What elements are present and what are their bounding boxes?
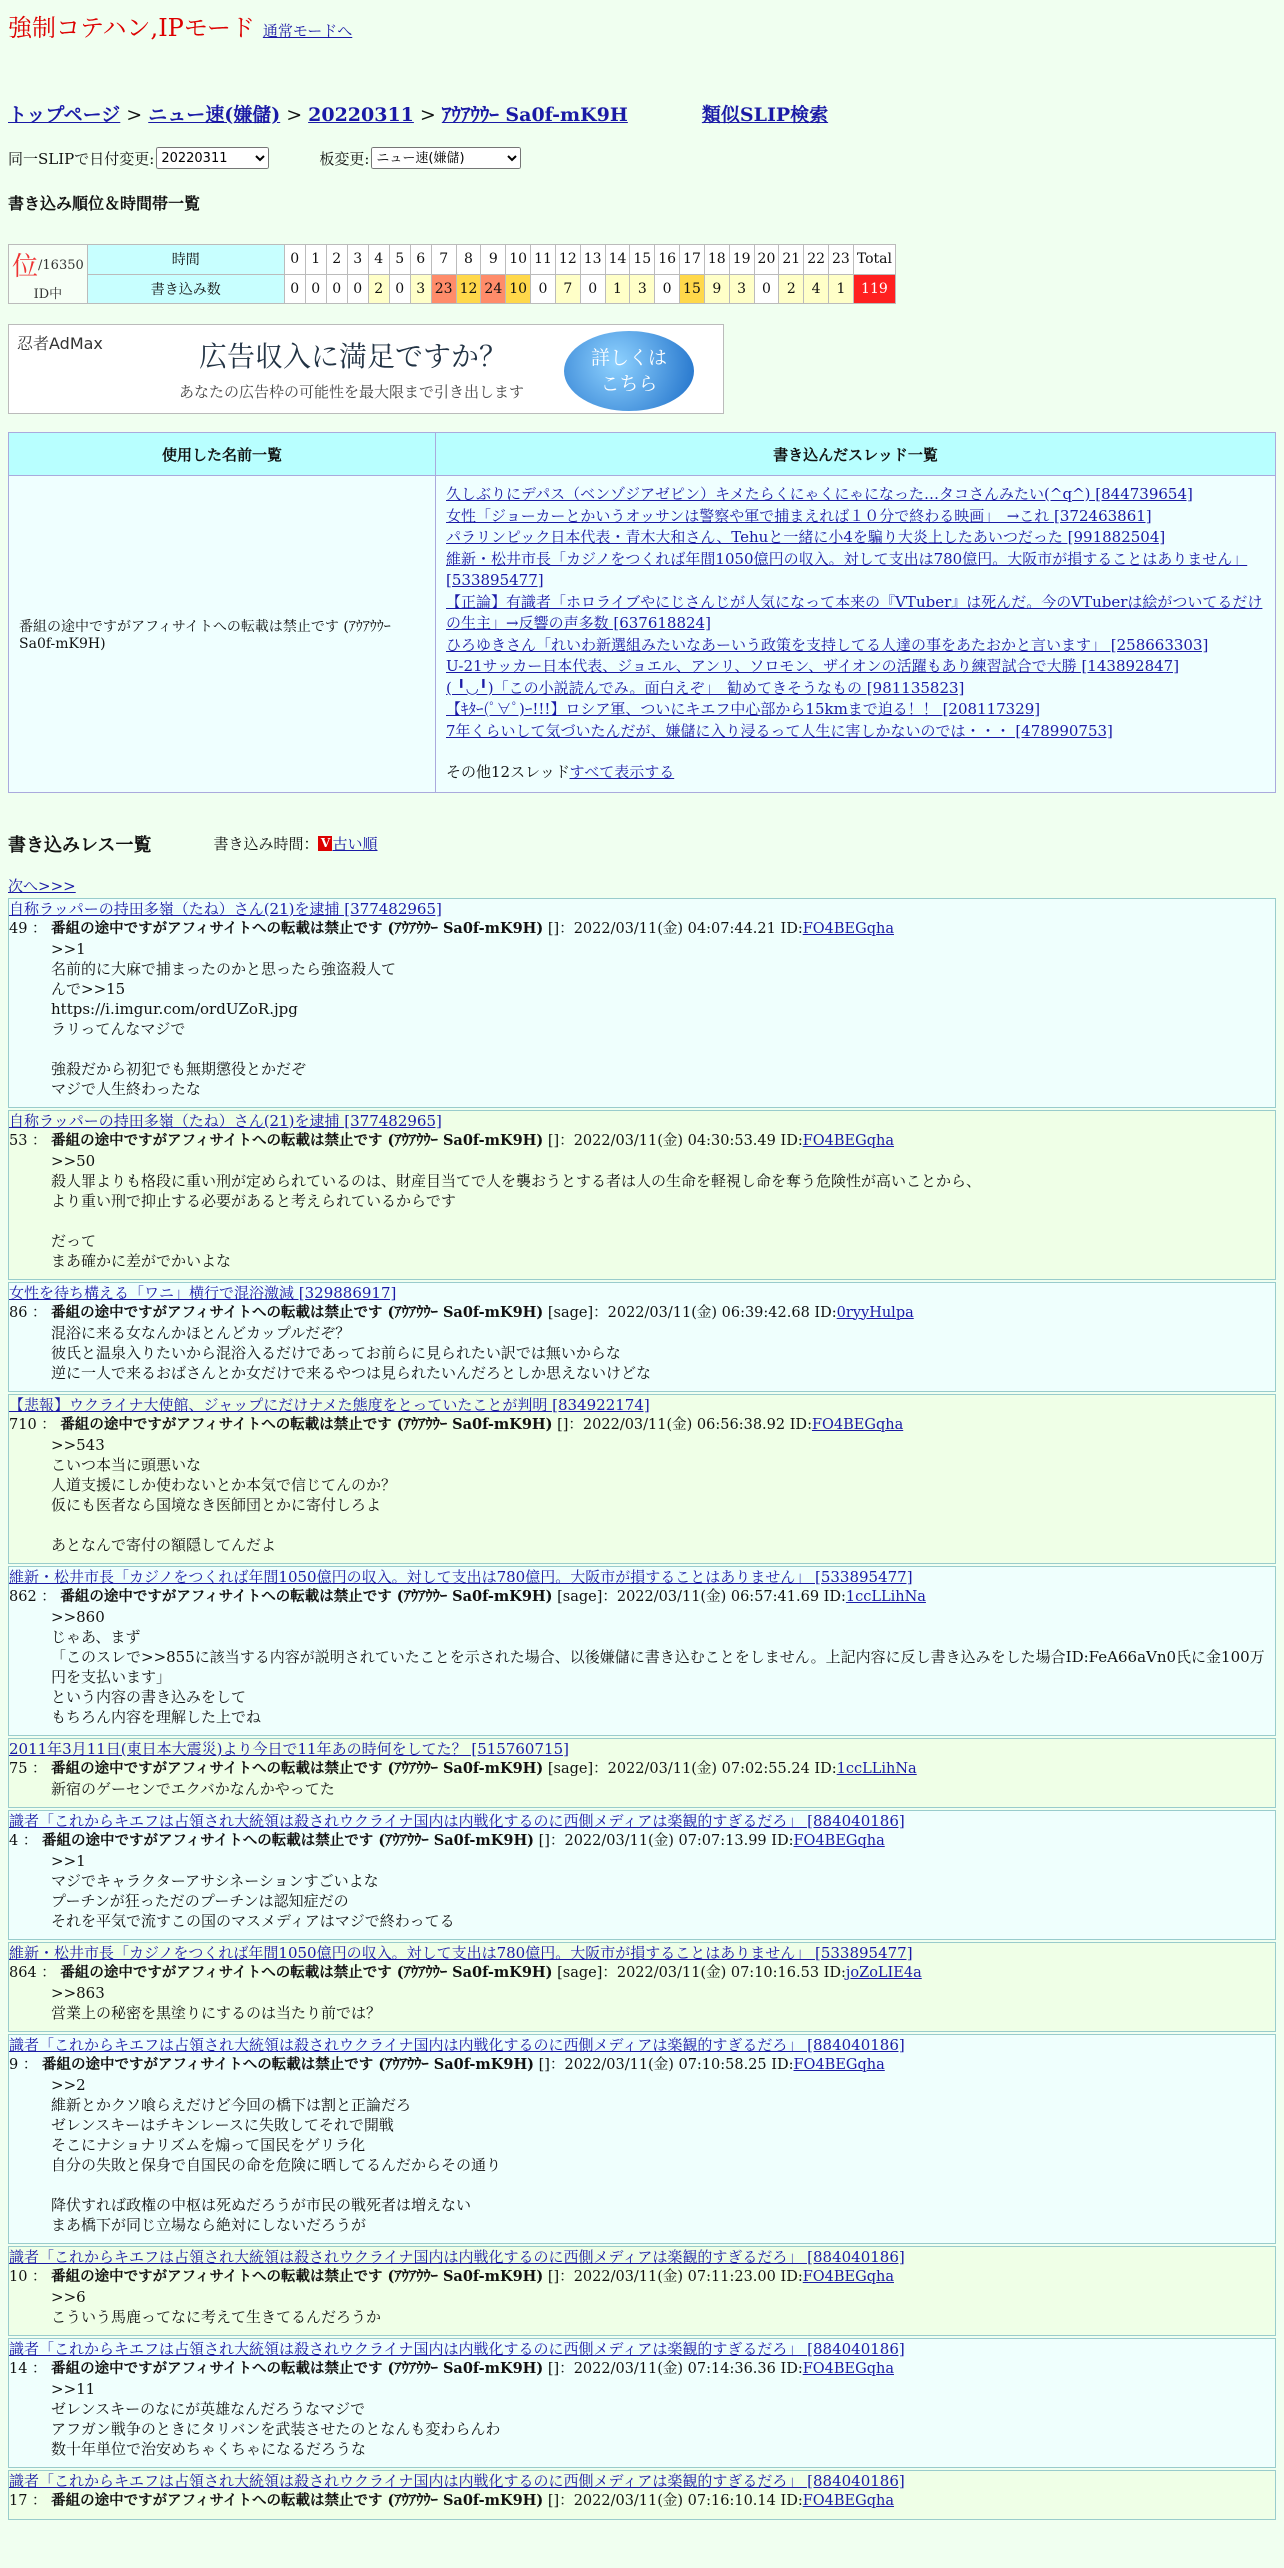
post-body: >>1 名前的に大麻で捕まったのかと思ったら強盗殺人て んで>>15 https://i.imgur.com/ordUZoR.jpg ラリってんなマジで 強殺だから初犯でも無期懲役とかだぞ マジで人生終わったな bbox=[51, 939, 397, 1098]
post-author: 番組の途中ですがアフィサイトへの転載は禁止です (ｱｳｱｳｳｰ Sa0f-mK9H) bbox=[51, 2491, 544, 2509]
post-number: 86 bbox=[9, 1304, 28, 1321]
ad-button-line2: こちら bbox=[600, 373, 658, 395]
hours-row-label: 時間 bbox=[87, 245, 284, 275]
count-cell: 3 bbox=[410, 274, 431, 304]
post-id-link[interactable]: FO4BEGqha bbox=[811, 1416, 904, 1433]
thread-list-item bbox=[446, 678, 1265, 700]
hour-cell: 21 bbox=[779, 245, 804, 275]
post-body: >>2 維新とかクソ喰らえだけど今回の橋下は割と正論だろ ゼレンスキーはチキンレースに失敗してそれで開戦 そこにナショナリズムを煽って国民をゲリラ化 自分の失敗と保身で自国民の命を危険に晒してるんだからその通り 降伏すれば政権の中枢は死ぬだろうが市民の戦死者は増えない まあ橋下が同じ立場なら絶対にしないだろうが bbox=[51, 2075, 502, 2234]
breadcrumb-board[interactable]: ニュー速(嫌儲) bbox=[148, 104, 281, 126]
count-cell: 10 bbox=[506, 274, 531, 304]
rank-char: 位 bbox=[12, 252, 39, 282]
count-cell: 0 bbox=[531, 274, 556, 304]
post-id-link[interactable]: 1ccLLihNa bbox=[836, 1760, 917, 1777]
ad-logo: 忍者AdMax bbox=[17, 334, 103, 353]
thread-list-item bbox=[446, 656, 1265, 678]
post-date: 2022/03/11(金) 07:16:10.14 ID: bbox=[573, 2492, 803, 2509]
post-author: 番組の途中ですがアフィサイトへの転載は禁止です (ｱｳｱｳｳｰ Sa0f-mK9H) bbox=[41, 1831, 535, 1849]
count-cell: 0 bbox=[655, 274, 680, 304]
post-mail: [sage] bbox=[547, 1760, 594, 1777]
hour-cell: 20 bbox=[754, 245, 779, 275]
names-column-header: 使用した名前一覧 bbox=[9, 433, 436, 476]
post bbox=[8, 1566, 1276, 1736]
sort-oldest-link[interactable]: 古い順 bbox=[332, 835, 378, 853]
post-date: 2022/03/11(金) 07:02:55.24 ID: bbox=[607, 1760, 837, 1777]
post bbox=[8, 2470, 1276, 2520]
post-mail: [] bbox=[557, 1416, 569, 1433]
post-number: 49 bbox=[9, 920, 28, 937]
count-cell: 15 bbox=[680, 274, 705, 304]
post bbox=[8, 2246, 1276, 2336]
thread-link[interactable]: ( ╹◡╹)「この小説読んでみ。面白えぞ」 勧めてきそうなもの [981135823] bbox=[446, 678, 965, 697]
post-number: 862 bbox=[9, 1588, 37, 1605]
ad-details-button[interactable] bbox=[564, 331, 694, 411]
thread-link[interactable]: 7年くらいして気づいたんだが、嫌儲に入り浸るって人生に害しかないのでは・・・ [478990753] bbox=[446, 721, 1113, 740]
hour-cell: 14 bbox=[605, 245, 630, 275]
ad-button-line1: 詳しくは bbox=[590, 347, 667, 369]
post-number: 75 bbox=[9, 1760, 28, 1777]
thread-list-item bbox=[446, 527, 1265, 549]
post bbox=[8, 1110, 1276, 1280]
post-header: 4 ： 番組の途中ですがアフィサイトへの転載は禁止です (ｱｳｱｳｳｰ Sa0f-mK9H) []：2022/03/11(金) 07:07:13.99 ID:FO4BEGqha bbox=[9, 1831, 885, 1849]
hour-cell: 22 bbox=[804, 245, 829, 275]
breadcrumb-date[interactable]: 20220311 bbox=[308, 104, 414, 126]
post-thread-link[interactable]: 識者「これからキエフは占領され大統領は殺されウクライナ国内は内戦化するのに西側メディアは楽観的すぎるだろ」 [884040186] bbox=[9, 2247, 905, 2266]
hour-cell: 2 bbox=[326, 245, 347, 275]
show-all-threads-link[interactable]: すべて表示する bbox=[569, 763, 675, 781]
post bbox=[8, 2338, 1276, 2468]
post-header: 17 ： 番組の途中ですがアフィサイトへの転載は禁止です (ｱｳｱｳｳｰ Sa0f-mK9H) []：2022/03/11(金) 07:16:10.14 ID:FO4BEGqha bbox=[9, 2491, 894, 2509]
post-header: 9 ： 番組の途中ですがアフィサイトへの転載は禁止です (ｱｳｱｳｳｰ Sa0f-mK9H) []：2022/03/11(金) 07:10:58.25 ID:FO4BEGqha bbox=[9, 2055, 885, 2073]
count-cell: 0 bbox=[284, 274, 305, 304]
board-select-label: 板変更: bbox=[319, 149, 370, 168]
count-cell: 12 bbox=[456, 274, 481, 304]
mode-bar bbox=[8, 8, 1276, 48]
count-cell: 9 bbox=[704, 274, 729, 304]
posts-list bbox=[8, 898, 1276, 2520]
post-author: 番組の途中ですがアフィサイトへの転載は禁止です (ｱｳｱｳｳｰ Sa0f-mK9H) bbox=[60, 1415, 553, 1433]
count-cell: 0 bbox=[347, 274, 368, 304]
count-cell: 0 bbox=[305, 274, 326, 304]
post-header: 53 ： 番組の途中ですがアフィサイトへの転載は禁止です (ｱｳｱｳｳｰ Sa0f-mK9H) []：2022/03/11(金) 04:30:53.49 ID:FO4BEGqha bbox=[9, 1131, 894, 1149]
post bbox=[8, 1810, 1276, 1940]
post bbox=[8, 1394, 1276, 1564]
post-body: >>11 ゼレンスキーのなにが英雄なんだろうなマジで アフガン戦争のときにタリバンを武装させたのとなんも変わらんわ 数十年単位で治安めちゃくちゃになるだろうな bbox=[51, 2379, 501, 2458]
date-select-label: 同一SLIPで日付変更: bbox=[8, 149, 155, 168]
post bbox=[8, 1282, 1276, 1392]
post-mail: [] bbox=[547, 1132, 560, 1149]
ranking-heading: 書き込み順位＆時間帯一覧 bbox=[8, 194, 201, 213]
date-select[interactable] bbox=[156, 147, 269, 169]
threads-column-header: 書き込んだスレッド一覧 bbox=[436, 433, 1276, 476]
post-number: 17 bbox=[9, 2492, 28, 2509]
post-thread-link[interactable]: 識者「これからキエフは占領され大統領は殺されウクライナ国内は内戦化するのに西側メディアは楽観的すぎるだろ」 [884040186] bbox=[9, 2339, 905, 2358]
post-mail: [] bbox=[547, 2492, 560, 2509]
breadcrumb-slip[interactable]: ｱｳｱｳｳｰ Sa0f-mK9H bbox=[441, 104, 628, 126]
similar-slip-search-link[interactable]: 類似SLIP検索 bbox=[701, 104, 829, 126]
hour-cell: 8 bbox=[456, 245, 481, 275]
mode-title: 強制コテハン,IPモード bbox=[8, 14, 255, 42]
post-thread-link[interactable]: 女性を待ち構える「ワニ」横行で混浴激減 [329886917] bbox=[9, 1283, 397, 1302]
post-id-link[interactable]: joZoLIE4a bbox=[845, 1964, 922, 1981]
count-cell: 0 bbox=[754, 274, 779, 304]
post-author: 番組の途中ですがアフィサイトへの転載は禁止です (ｱｳｱｳｳｰ Sa0f-mK9H) bbox=[60, 1587, 553, 1605]
post-mail: [sage] bbox=[547, 1304, 594, 1321]
time-order-label: 書き込み時間： bbox=[213, 835, 319, 853]
count-cell: 0 bbox=[580, 274, 605, 304]
hour-cell: 18 bbox=[704, 245, 729, 275]
count-cell: 23 bbox=[431, 274, 456, 304]
thread-list-cell bbox=[436, 476, 1276, 793]
hour-cell: Total bbox=[853, 245, 895, 275]
post-thread-link[interactable]: 維新・松井市長「カジノをつくれば年間1050億円の収入。対して支出は780億円。大阪市が損することはありません」 [533895477] bbox=[9, 1943, 913, 1962]
hour-cell: 4 bbox=[368, 245, 389, 275]
count-cell: 0 bbox=[326, 274, 347, 304]
posts-title: 書き込みレス一覧 bbox=[8, 834, 152, 856]
post-author: 番組の途中ですがアフィサイトへの転載は禁止です (ｱｳｱｳｳｰ Sa0f-mK9H) bbox=[60, 1963, 553, 1981]
hour-cell: 19 bbox=[729, 245, 754, 275]
post-id-link[interactable]: FO4BEGqha bbox=[793, 1832, 885, 1849]
count-cell: 4 bbox=[804, 274, 829, 304]
post-date: 2022/03/11(金) 04:07:44.21 ID: bbox=[573, 920, 803, 937]
more-threads bbox=[446, 762, 1265, 784]
post-date: 2022/03/11(金) 07:10:16.53 ID: bbox=[616, 1964, 846, 1981]
post-mail: [sage] bbox=[557, 1588, 603, 1605]
post-body: 混浴に来る女なんかほとんどカップルだぞ？ 彼氏と温泉入りたいから混浴入るだけであってお前らに見られたい訳では無いからな 逆に一人で来るおばさんとか女だけで来るやつは見られたいんだろとしか思えないけどな bbox=[51, 1323, 652, 1382]
post-author: 番組の途中ですがアフィサイトへの転載は禁止です (ｱｳｱｳｳｰ Sa0f-mK9H) bbox=[41, 2055, 535, 2073]
select-row bbox=[8, 147, 1276, 169]
post-number: 53 bbox=[9, 1132, 28, 1149]
count-cell: 24 bbox=[481, 274, 506, 304]
post-body: >>50 殺人罪よりも格段に重い刑が定められているのは、財産目当てで人を襲おうとする者は人の生命を軽視し命を奪う危険性が高いことから、 より重い刑で抑止する必要があると考えられているからです だって まあ確かに差がでかいよな bbox=[51, 1151, 982, 1270]
post-body: >>543 こいつ本当に頭悪いな 人道支援にしか使わないとか本気で信じてんのか？ 仮にも医者なら国境なき医師団とかに寄付しろよ あとなんで寄付の額隠してんだよ bbox=[51, 1435, 397, 1554]
hour-cell: 17 bbox=[680, 245, 705, 275]
names-threads-table bbox=[8, 432, 1276, 793]
post-header: 75 ： 番組の途中ですがアフィサイトへの転載は禁止です (ｱｳｱｳｳｰ Sa0f-mK9H) [sage]：2022/03/11(金) 07:02:55.24 ID:1ccLLihNa bbox=[9, 1759, 917, 1777]
post-mail: [] bbox=[547, 920, 560, 937]
hour-cell: 23 bbox=[829, 245, 854, 275]
post-author: 番組の途中ですがアフィサイトへの転載は禁止です (ｱｳｱｳｳｰ Sa0f-mK9H) bbox=[51, 1759, 544, 1777]
post-date: 2022/03/11(金) 07:14:36.36 ID: bbox=[573, 2360, 803, 2377]
post-body: >>860 じゃあ、まず 「このスレで>>855に該当する内容が説明されていたことを示された場合、以後嫌儲に書き込むことをしません。上記内容に反し書き込みをした場合ID:FeA66aVn0氏に金100万円を支払います」 という内容の書き込みをして もちろん内容を理解した上でね bbox=[51, 1607, 1265, 1726]
post-header: 49 ： 番組の途中ですがアフィサイトへの転載は禁止です (ｱｳｱｳｳｰ Sa0f-mK9H) []：2022/03/11(金) 04:07:44.21 ID:FO4BEGqha bbox=[9, 919, 894, 937]
thread-link[interactable]: 【ｷﾀｰ(ﾟ∀ﾟ)ｰ!!!】ロシア軍、ついにキエフ中心部から15kmまで迫る！！ [208117329] bbox=[446, 700, 1041, 718]
counts-row-label: 書き込み数 bbox=[87, 274, 284, 304]
post-header: 86 ： 番組の途中ですがアフィサイトへの転載は禁止です (ｱｳｱｳｳｰ Sa0f-mK9H) [sage]：2022/03/11(金) 06:39:42.68 ID:0ryyHulpa bbox=[9, 1303, 914, 1321]
breadcrumb-sep: > bbox=[419, 104, 436, 126]
thread-list bbox=[446, 484, 1265, 742]
post-id-link[interactable]: 0ryyHulpa bbox=[836, 1304, 914, 1321]
hour-cell: 3 bbox=[347, 245, 368, 275]
hour-cell: 12 bbox=[555, 245, 580, 275]
hour-cell: 1 bbox=[305, 245, 326, 275]
post bbox=[8, 1942, 1276, 2032]
thread-link[interactable]: ひろゆきさん「れいわ新選組みたいなあーいう政策を支持してる人達の事をあたおかと言います」 [258663303] bbox=[446, 635, 1209, 654]
count-cell: 3 bbox=[630, 274, 655, 304]
post-author: 番組の途中ですがアフィサイトへの転載は禁止です (ｱｳｱｳｳｰ Sa0f-mK9H) bbox=[51, 2267, 544, 2285]
post-thread-link[interactable]: 維新・松井市長「カジノをつくれば年間1050億円の収入。対して支出は780億円。大阪市が損することはありません」 [533895477] bbox=[9, 1567, 913, 1586]
ad-subline: あなたの広告枠の可能性を最大限まで引き出します bbox=[179, 383, 525, 401]
count-cell: 1 bbox=[829, 274, 854, 304]
thread-list-item bbox=[446, 549, 1265, 592]
post-id-link[interactable]: FO4BEGqha bbox=[802, 2268, 894, 2285]
post-id-link[interactable]: FO4BEGqha bbox=[793, 2056, 885, 2073]
post-date: 2022/03/11(金) 07:11:23.00 ID: bbox=[573, 2268, 803, 2285]
post-body: >>1 マジでキャラクターアサシネーションすごいよな プーチンが狂っただのプーチンは認知症だの それを平気で流すこの国のマスメディアはマジで終わってる bbox=[51, 1851, 455, 1930]
post-date: 2022/03/11(金) 06:56:38.92 ID: bbox=[582, 1416, 812, 1433]
thread-link[interactable]: U-21サッカー日本代表、ジョエル、アンリ、ソロモン、ザイオンの活躍もあり練習試合で大勝 [143892847] bbox=[446, 657, 1180, 675]
thread-link[interactable]: 女性「ジョーカーとかいうオッサンは警察や軍で捕まえれば１０分で終わる映画」 →これ [372463861] bbox=[446, 506, 1152, 525]
post-thread-link[interactable]: 【悲報】ウクライナ大使館、ジャップにだけナメた態度をとっていたことが判明 [834922174] bbox=[9, 1395, 650, 1414]
breadcrumb bbox=[8, 100, 1276, 127]
post-thread-link[interactable]: 自称ラッパーの持田多嶺（たね）さん(21)を逮捕 [377482965] bbox=[9, 899, 442, 918]
post-date: 2022/03/11(金) 06:39:42.68 ID: bbox=[607, 1304, 837, 1321]
ad-headline: 広告収入に満足ですか？ bbox=[199, 340, 508, 373]
hour-cell: 15 bbox=[630, 245, 655, 275]
sort-order-icon[interactable]: V bbox=[318, 836, 332, 851]
post-header: 864 ： 番組の途中ですがアフィサイトへの転載は禁止です (ｱｳｱｳｳｰ Sa0f-mK9H) [sage]：2022/03/11(金) 07:10:16.53 ID:joZoLIE4a bbox=[9, 1963, 922, 1981]
post-number: 14 bbox=[9, 2360, 28, 2377]
post-number: 864 bbox=[9, 1964, 37, 1981]
post-mail: [] bbox=[538, 2056, 550, 2073]
thread-list-item bbox=[446, 506, 1265, 528]
post-number: 4 bbox=[9, 1832, 19, 1849]
post-date: 2022/03/11(金) 04:30:53.49 ID: bbox=[573, 1132, 803, 1149]
thread-list-item bbox=[446, 635, 1265, 657]
post bbox=[8, 898, 1276, 1108]
hour-cell: 10 bbox=[506, 245, 531, 275]
hour-cell: 9 bbox=[481, 245, 506, 275]
count-cell: 3 bbox=[729, 274, 754, 304]
post-body: >>863 営業上の秘密を黒塗りにするのは当たり前では？ bbox=[51, 1983, 382, 2022]
hourly-table bbox=[8, 244, 896, 304]
post bbox=[8, 1738, 1276, 1808]
post-id-link[interactable]: FO4BEGqha bbox=[802, 1132, 894, 1149]
hour-cell: 0 bbox=[284, 245, 305, 275]
post bbox=[8, 2034, 1276, 2244]
count-cell: 2 bbox=[779, 274, 804, 304]
thread-link[interactable]: 維新・松井市長「カジノをつくれば年間1050億円の収入。対して支出は780億円。大阪市が損することはありません」 [533895477] bbox=[446, 549, 1248, 589]
more-threads-text: その他12スレッド bbox=[446, 763, 570, 781]
count-cell: 2 bbox=[368, 274, 389, 304]
post-date: 2022/03/11(金) 06:57:41.69 ID: bbox=[616, 1588, 846, 1605]
breadcrumb-top[interactable]: トップページ bbox=[8, 104, 121, 126]
post-date: 2022/03/11(金) 07:07:13.99 ID: bbox=[564, 1832, 794, 1849]
board-select[interactable] bbox=[371, 147, 521, 169]
post-thread-link[interactable]: 識者「これからキエフは占領され大統領は殺されウクライナ国内は内戦化するのに西側メディアは楽観的すぎるだろ」 [884040186] bbox=[9, 1811, 905, 1830]
post-header: 10 ： 番組の途中ですがアフィサイトへの転載は禁止です (ｱｳｱｳｳｰ Sa0f-mK9H) []：2022/03/11(金) 07:11:23.00 ID:FO4BEGqha bbox=[9, 2267, 894, 2285]
hour-cell: 7 bbox=[431, 245, 456, 275]
thread-list-item bbox=[446, 592, 1265, 635]
post-header: 710 ： 番組の途中ですがアフィサイトへの転載は禁止です (ｱｳｱｳｳｰ Sa0f-mK9H) []：2022/03/11(金) 06:56:38.92 ID:FO4BEGqha bbox=[9, 1415, 904, 1433]
post-id-link[interactable]: FO4BEGqha bbox=[802, 2360, 894, 2377]
post-header: 14 ： 番組の途中ですがアフィサイトへの転載は禁止です (ｱｳｱｳｳｰ Sa0f-mK9H) []：2022/03/11(金) 07:14:36.36 ID:FO4BEGqha bbox=[9, 2359, 894, 2377]
thread-link[interactable]: 【正論】有識者「ホロライブやにじさんじが人気になって本来の『VTuber』は死んだ。今のVTuberは絵がついてるだけの生主」→反響の声多数 [637618824] bbox=[446, 592, 1263, 632]
post-date: 2022/03/11(金) 07:10:58.25 ID: bbox=[564, 2056, 794, 2073]
used-name: 番組の途中ですがアフィサイトへの転載は禁止です (ｱｳｱｳｳｰ Sa0f-mK9H) bbox=[9, 476, 436, 793]
post-number: 9 bbox=[9, 2056, 19, 2073]
post-author: 番組の途中ですがアフィサイトへの転載は禁止です (ｱｳｱｳｳｰ Sa0f-mK9H) bbox=[51, 919, 544, 937]
hour-cell: 16 bbox=[655, 245, 680, 275]
post-body: 新宿のゲーセンでエクバかなんかやってた bbox=[51, 1779, 335, 1798]
count-cell: 0 bbox=[389, 274, 410, 304]
thread-list-item bbox=[446, 484, 1265, 506]
post-id-link[interactable]: FO4BEGqha bbox=[802, 2492, 894, 2509]
count-cell: 119 bbox=[853, 274, 895, 304]
rank-cell bbox=[9, 245, 88, 304]
thread-link[interactable]: 久しぶりにデパス（ベンゾジアゼピン）キメたらくにゃくにゃになった…タコさんみたい(^q^) [844739654] bbox=[446, 485, 1193, 503]
breadcrumb-sep: > bbox=[126, 104, 143, 126]
post-header: 862 ： 番組の途中ですがアフィサイトへの転載は禁止です (ｱｳｱｳｳｰ Sa0f-mK9H) [sage]：2022/03/11(金) 06:57:41.69 ID:1ccLLihNa bbox=[9, 1587, 926, 1605]
post-thread-link[interactable]: 識者「これからキエフは占領され大統領は殺されウクライナ国内は内戦化するのに西側メディアは楽観的すぎるだろ」 [884040186] bbox=[9, 2471, 905, 2490]
next-page-link[interactable]: 次へ>>> bbox=[8, 876, 76, 895]
breadcrumb-sep: > bbox=[286, 104, 303, 126]
post-mail: [] bbox=[547, 2360, 560, 2377]
hour-cell: 13 bbox=[580, 245, 605, 275]
post-author: 番組の途中ですがアフィサイトへの転載は禁止です (ｱｳｱｳｳｰ Sa0f-mK9H) bbox=[51, 1131, 544, 1149]
post-thread-link[interactable]: 2011年3月11日(東日本大震災)より今日で11年あの時何をしてた？ [515760715] bbox=[9, 1739, 569, 1758]
post-author: 番組の途中ですがアフィサイトへの転載は禁止です (ｱｳｱｳｳｰ Sa0f-mK9H) bbox=[51, 1303, 544, 1321]
post-thread-link[interactable]: 識者「これからキエフは占領され大統領は殺されウクライナ国内は内戦化するのに西側メディアは楽観的すぎるだろ」 [884040186] bbox=[9, 2035, 905, 2054]
hour-cell: 5 bbox=[389, 245, 410, 275]
post-mail: [] bbox=[538, 1832, 550, 1849]
posts-header bbox=[8, 831, 1276, 857]
post-number: 10 bbox=[9, 2268, 28, 2285]
post-id-link[interactable]: FO4BEGqha bbox=[802, 920, 894, 937]
count-cell: 1 bbox=[605, 274, 630, 304]
count-cell: 7 bbox=[555, 274, 580, 304]
rank-total: /16350 ID中 bbox=[33, 258, 84, 302]
post-mail: [] bbox=[547, 2268, 560, 2285]
thread-link[interactable]: パラリンピック日本代表・青木大和さん、Tehuと一緒に小4を騙り大炎上したあいつだった [991882504] bbox=[446, 528, 1166, 546]
ad-banner[interactable] bbox=[8, 324, 724, 414]
post-id-link[interactable]: 1ccLLihNa bbox=[845, 1588, 926, 1605]
thread-list-item bbox=[446, 699, 1265, 721]
thread-list-item bbox=[446, 721, 1265, 743]
hour-cell: 6 bbox=[410, 245, 431, 275]
post-thread-link[interactable]: 自称ラッパーの持田多嶺（たね）さん(21)を逮捕 [377482965] bbox=[9, 1111, 442, 1130]
normal-mode-link[interactable]: 通常モードへ bbox=[262, 22, 353, 40]
post-number: 710 bbox=[9, 1416, 37, 1433]
hour-cell: 11 bbox=[531, 245, 556, 275]
post-body: >>6 こういう馬鹿ってなに考えて生きてるんだろうか bbox=[51, 2287, 382, 2326]
post-mail: [sage] bbox=[557, 1964, 603, 1981]
post-author: 番組の途中ですがアフィサイトへの転載は禁止です (ｱｳｱｳｳｰ Sa0f-mK9H) bbox=[51, 2359, 544, 2377]
